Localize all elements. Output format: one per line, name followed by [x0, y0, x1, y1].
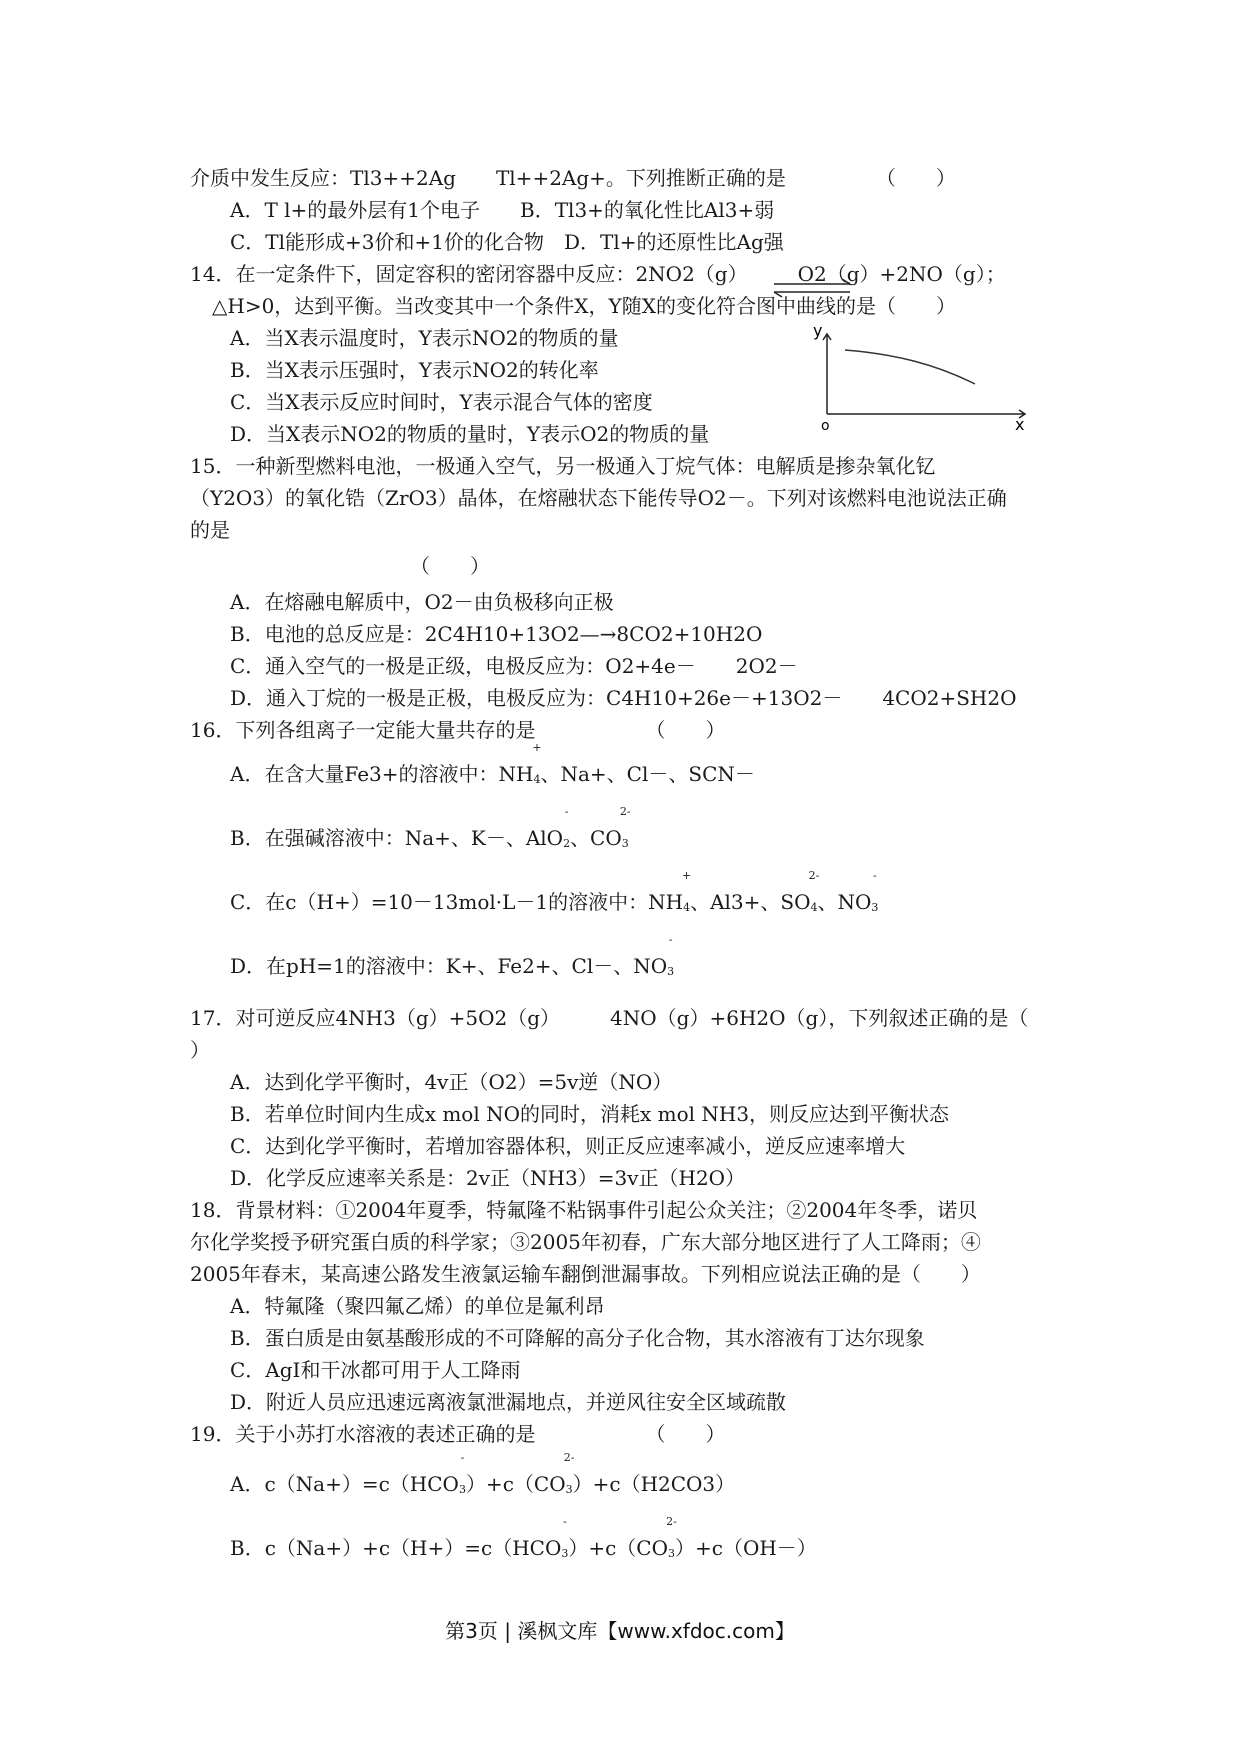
q16-c-text-cont2: 、NO [817, 890, 872, 914]
q18-line3: 2005年春末，某高速公路发生液氯运输车翻倒泄漏事故。下列相应说法正确的是（ ） [190, 1262, 981, 1286]
q13-options-ab: A．T l+的最外层有1个电子 B．Tl3+的氧化性比Al3+弱 [230, 198, 775, 222]
q14-option-c: C．当X表示反应时间时，Y表示混合气体的密度 [230, 390, 653, 414]
ion-marks: - 3 [458, 1451, 466, 1496]
q14-stem: 14．在一定条件下，固定容积的密闭容器中反应：2NO2（g） O2（g）+2NO（g）； [190, 262, 1006, 286]
q17-option-a: A．达到化学平衡时，4v正（O2）=5v逆（NO） [230, 1070, 673, 1094]
q15-option-c: C．通入空气的一极是正级，电极反应为：O2+4e－ 2O2－ [230, 654, 798, 678]
q16-a-text-cont: 、Na+、Cl－、SCN－ [540, 762, 755, 786]
q17-stem: 17．对可逆反应4NH3（g）+5O2（g） 4NO（g）+6H2O（g），下列叙述正确的是（ [190, 1006, 1029, 1030]
q16-stem: 16．下列各组离子一定能大量共存的是 （ ） [190, 718, 726, 742]
ion-marks: - 3 [561, 1515, 569, 1560]
q16-option-d [230, 933, 675, 980]
q18-line2: 尔化学奖授予研究蛋白质的科学家；③2005年初春，广东大部分地区进行了人工降雨；④ [190, 1230, 981, 1254]
q16-option-b [230, 805, 631, 852]
q16-a-text: A．在含大量Fe3+的溶液中：NH [230, 762, 534, 786]
q18-option-b: B．蛋白质是由氨基酸形成的不可降解的高分子化合物，其水溶液有丁达尔现象 [230, 1326, 925, 1350]
q17-option-b: B．若单位时间内生成x mol NO的同时，消耗x mol NH3，则反应达到平衡状态 [230, 1102, 950, 1126]
q15-option-b: B．电池的总反应是：2C4H10+13O2—→8CO2+10H2O [230, 622, 763, 646]
q16-option-c [230, 869, 879, 916]
q19-a-text-cont2: ）+c（H2CO3） [572, 1472, 736, 1496]
ion-marks: 2- 3 [666, 1515, 677, 1560]
curve [845, 350, 975, 384]
q19-a-text: A．c（Na+）=c（HCO [230, 1472, 459, 1496]
q17-option-c: C．达到化学平衡时，若增加容器体积，则正反应速率减小，逆反应速率增大 [230, 1134, 906, 1158]
x-axis-label: x [1015, 415, 1025, 434]
q16-c-text: C．在c（H+）=10－13mol·L－1的溶液中：NH [230, 890, 684, 914]
ion-marks: - 2 [563, 805, 571, 850]
q13-tail: 介质中发生反应：Tl3++2Ag Tl++2Ag+。下列推断正确的是 （ ） [190, 166, 956, 190]
q19-option-a [230, 1451, 736, 1498]
q18-line1: 18．背景材料：①2004年夏季，特氟隆不粘锅事件引起公众关注；②2004年冬季，诺贝 [190, 1198, 978, 1222]
q14-graph [815, 322, 1035, 432]
q16-b-text: B．在强碱溶液中：Na+、K－、AlO [230, 826, 564, 850]
q14-option-d: D．当X表示NO2的物质的量时，Y表示O2的物质的量 [230, 422, 710, 446]
q15-option-d: D．通入丁烷的一极是正极，电极反应为：C4H10+26e－+13O2－ 4CO2+SH2O [230, 686, 1017, 710]
page-footer: 第3页 | 溪枫文库【www.xfdoc.com】 [445, 1619, 795, 1643]
q17-option-d: D．化学反应速率关系是：2v正（NH3）=3v正（H2O） [230, 1166, 746, 1190]
q16-c-text-cont: 、Al3+、SO [690, 890, 811, 914]
origin-label: o [821, 418, 830, 434]
q16-b-text-cont: 、CO [570, 826, 622, 850]
q13-options-cd: C．Tl能形成+3价和+1价的化合物 D．Tl+的还原性比Ag强 [230, 230, 784, 254]
q19-a-text-cont: ）+c（CO [465, 1472, 566, 1496]
y-axis-label: y [813, 321, 823, 340]
ion-marks: - 3 [667, 933, 675, 978]
ion-marks: 2- 3 [563, 1451, 575, 1496]
ion-marks: 2- 4 [808, 869, 820, 914]
q17-stem-cont: ） [190, 1038, 210, 1062]
q16-d-text: D．在pH=1的溶液中：K+、Fe2+、Cl－、NO [230, 954, 668, 978]
q15-answer-paren: （ ） [410, 554, 490, 578]
ion-marks: + 4 [681, 869, 692, 914]
q15-line3: 的是 [190, 518, 230, 542]
q14-option-a: A．当X表示温度时，Y表示NO2的物质的量 [230, 326, 619, 350]
q19-option-b [230, 1515, 817, 1562]
ion-marks: + 4 [532, 741, 542, 786]
q19-b-text-cont: ）+c（CO [568, 1536, 669, 1560]
q15-option-a: A．在熔融电解质中，O2－由负极移向正极 [230, 590, 614, 614]
q18-option-a: A．特氟隆（聚四氟乙烯）的单位是氟利昂 [230, 1294, 605, 1318]
q18-option-c: C．AgI和干冰都可用于人工降雨 [230, 1358, 521, 1382]
q16-option-a [230, 741, 755, 788]
q14-option-b: B．当X表示压强时，Y表示NO2的转化率 [230, 358, 599, 382]
ion-marks: - 3 [871, 869, 879, 914]
q18-option-d: D．附近人员应迅速远离液氯泄漏地点，并逆风往安全区域疏散 [230, 1390, 787, 1414]
q19-stem: 19．关于小苏打水溶液的表述正确的是 （ ） [190, 1422, 726, 1446]
q15-line1: 15．一种新型燃料电池，一极通入空气，另一极通入丁烷气体：电解质是掺杂氧化钇 [190, 454, 936, 478]
ion-marks: 2- 3 [619, 805, 631, 850]
q19-b-text: B．c（Na+）+c（H+）=c（HCO [230, 1536, 562, 1560]
q14-stem-cont: △H>0，达到平衡。当改变其中一个条件X，Y随X的变化符合图中曲线的是（ ） [212, 294, 956, 318]
q15-line2: （Y2O3）的氧化锆（ZrO3）晶体，在熔融状态下能传导O2－。下列对该燃料电池说法正确 [190, 486, 1007, 510]
q19-b-text-cont2: ）+c（OH－） [675, 1536, 817, 1560]
